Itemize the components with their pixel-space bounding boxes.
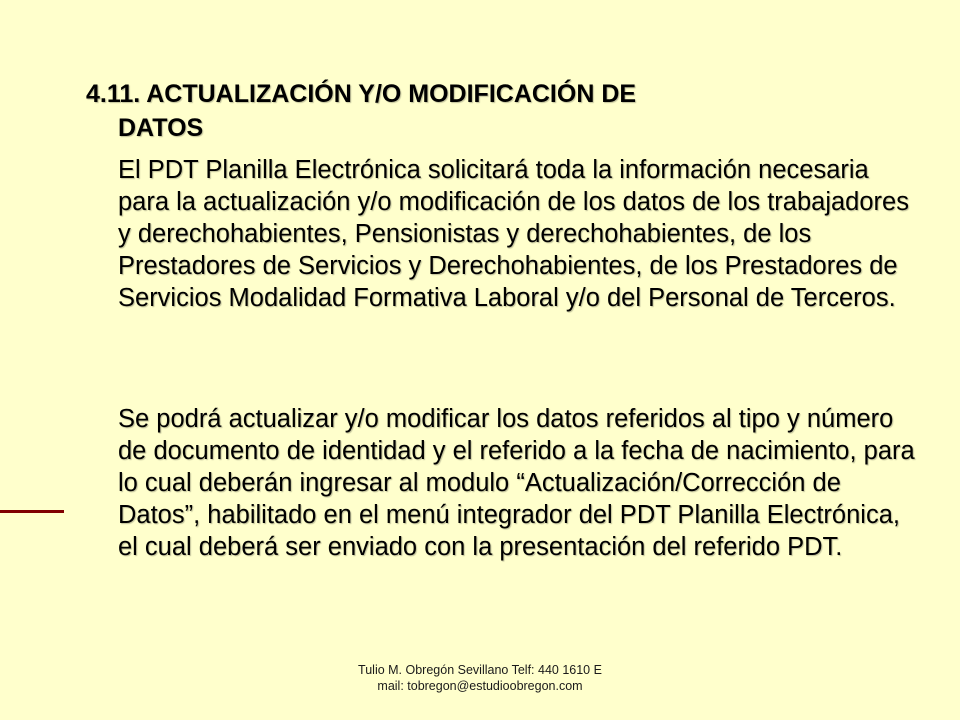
section-heading-line2: DATOS — [118, 114, 204, 142]
footer-email-line: mail: tobregon@estudioobregon.com — [377, 679, 583, 693]
paragraph-intro: El PDT Planilla Electrónica solicitará toda la información necesaria para la actualización y/o modificación de los datos de los trabajadores y derechohabientes, Pensionistas y derechohabientes, de los Prestadores de Servicios y Derechohabientes, de los Prestadores de Servicios Modalidad Formativa Laboral y/o del Personal de Terceros. — [118, 156, 909, 312]
section-heading — [86, 77, 906, 145]
paragraph-update-details: Se podrá actualizar y/o modificar los datos referidos al tipo y número de documento de identidad y el referido a la fecha de nacimiento, para lo cual deberán ingresar al modulo “Actualización/Corrección de Datos”, habilitado en el menú integrador del PDT Planilla Electrónica, el cual deberá ser enviado con la presentación del referido PDT. — [118, 405, 915, 561]
footer — [0, 662, 960, 694]
footer-contact-line: Tulio M. Obregón Sevillano Telf: 440 1610 E — [358, 663, 602, 677]
accent-line — [0, 510, 64, 513]
section-heading-line1: 4.11. ACTUALIZACIÓN Y/O MODIFICACIÓN DE — [86, 80, 637, 108]
